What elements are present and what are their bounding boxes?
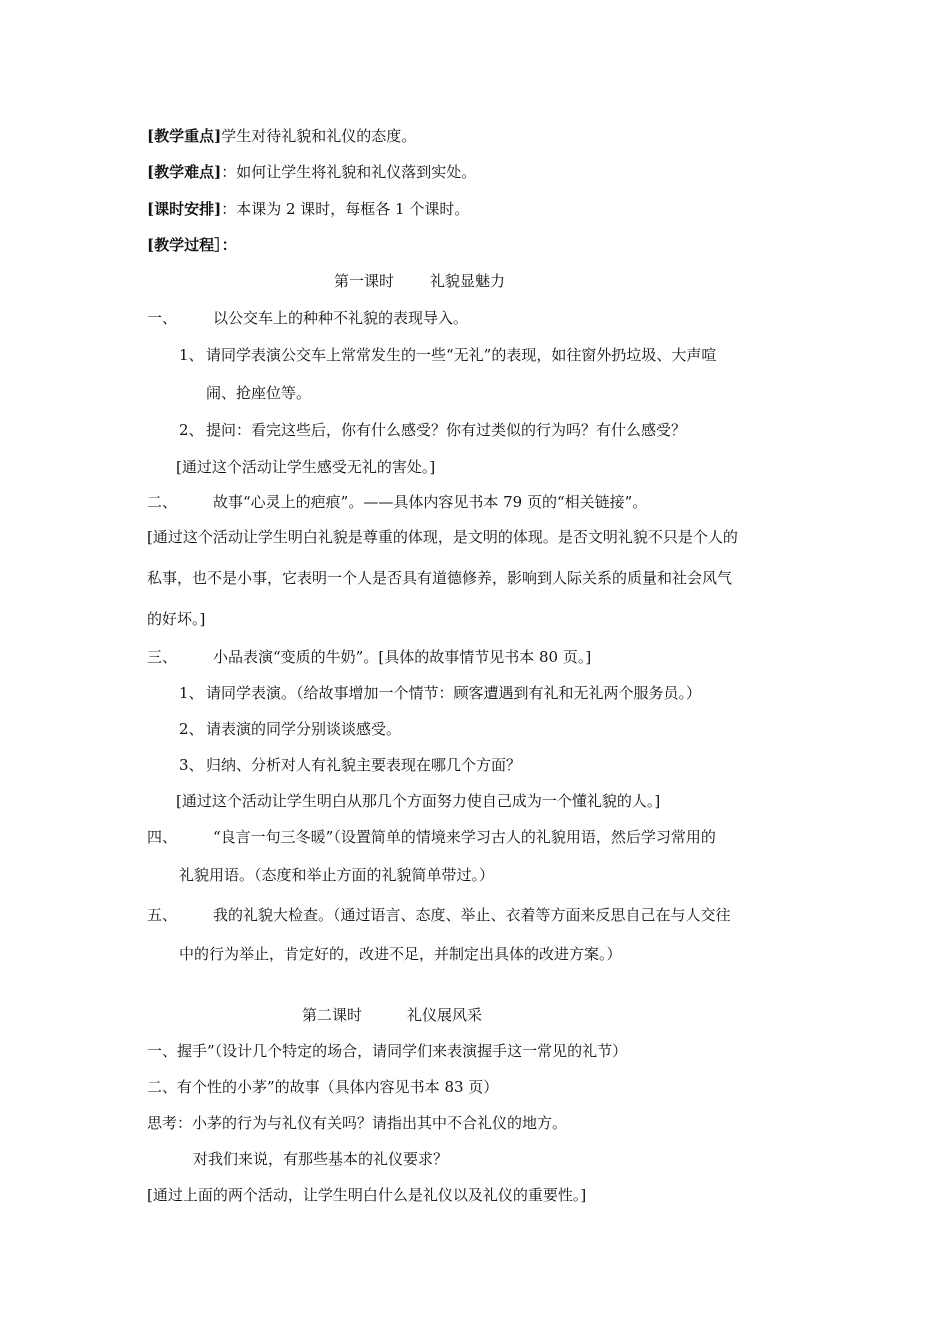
section1-item2-text: 提问：看完这些后，你有什么感受？你有过类似的行为吗？有什么感受？ bbox=[206, 421, 687, 439]
lesson2-line4: 对我们来说，有那些基本的礼仪要求？ bbox=[193, 1150, 449, 1168]
section3-item1-number: 1、 bbox=[179, 684, 204, 702]
lesson1-subtitle: 礼貌显魅力 bbox=[430, 272, 506, 290]
section3-item1-text: 请同学表演。（给故事增加一个情节：顾客遭遇到有礼和无礼两个服务员。） bbox=[206, 684, 702, 702]
section3-note: [通过这个活动让学生明白从那几个方面努力使自己成为一个懂礼貌的人。] bbox=[176, 792, 661, 810]
lesson2-line1: 一、握手”（设计几个特定的场合，请同学们来表演握手这一常见的礼节） bbox=[147, 1042, 628, 1060]
schedule-text: ：本课为 2 课时，每框各 1 个课时。 bbox=[221, 200, 470, 218]
section3-item3-number: 3、 bbox=[179, 756, 204, 774]
section3-text: 小品表演“变质的牛奶”。[具体的故事情节见书本 80 页。] bbox=[213, 648, 592, 666]
section3-item2-text: 请表演的同学分别谈谈感受。 bbox=[206, 720, 402, 738]
lesson2-subtitle: 礼仪展风采 bbox=[407, 1006, 483, 1024]
section4-number: 四、 bbox=[147, 828, 178, 846]
section2-note-line2: 私事，也不是小事，它表明一个人是否具有道德修养，影响到人际关系的质量和社会风气 bbox=[147, 569, 733, 587]
lesson2-line5: [通过上面的两个活动，让学生明白什么是礼仪以及礼仪的重要性。] bbox=[147, 1186, 587, 1204]
teaching-process-heading: [教学过程］： bbox=[147, 236, 237, 254]
lesson2-line2: 二、有个性的小茅”的故事（具体内容见书本 83 页） bbox=[147, 1078, 499, 1096]
section2-note-line1: [通过这个活动让学生明白礼貌是尊重的体现，是文明的体现。是否文明礼貌不只是个人的 bbox=[147, 528, 738, 546]
schedule-label: [课时安排] bbox=[147, 200, 222, 218]
section2-number: 二、 bbox=[147, 493, 178, 511]
section3-item3-text: 归纳、分析对人有礼貌主要表现在哪几个方面？ bbox=[206, 756, 522, 774]
lesson2-line3: 思考：小茅的行为与礼仪有关吗？请指出其中不合礼仪的地方。 bbox=[147, 1114, 568, 1132]
section1-note: [通过这个活动让学生感受无礼的害处。] bbox=[176, 458, 436, 476]
section3-item2-number: 2、 bbox=[179, 720, 204, 738]
teaching-focus-label: [教学重点] bbox=[147, 127, 222, 145]
section2-text: 故事“心灵上的疤痕”。——具体内容见书本 79 页的“相关链接”。 bbox=[213, 493, 648, 511]
section1-item1-number: 1、 bbox=[179, 346, 204, 364]
teaching-focus-text: 学生对待礼貌和礼仪的态度。 bbox=[221, 127, 417, 145]
schedule-line bbox=[147, 200, 469, 218]
teaching-focus-line bbox=[147, 127, 416, 145]
section4-continuation: 礼貌用语。（态度和举止方面的礼貌简单带过。） bbox=[179, 866, 495, 884]
section3-number: 三、 bbox=[147, 648, 178, 666]
lesson1-title-text: 第一课时 bbox=[334, 272, 395, 290]
section5-continuation: 中的行为举止，肯定好的，改进不足，并制定出具体的改进方案。） bbox=[179, 945, 622, 963]
section2-note-line3: 的好坏。] bbox=[147, 610, 206, 628]
teaching-difficulty-label: [教学难点] bbox=[147, 163, 222, 181]
section1-item2-number: 2、 bbox=[179, 421, 204, 439]
teaching-difficulty-line bbox=[147, 163, 476, 181]
lesson2-title bbox=[302, 1006, 482, 1024]
section1-number: 一、 bbox=[147, 309, 178, 327]
lesson1-title bbox=[334, 272, 505, 290]
teaching-difficulty-text: ：如何让学生将礼貌和礼仪落到实处。 bbox=[221, 163, 477, 181]
lesson2-title-text: 第二课时 bbox=[302, 1006, 363, 1024]
section5-text: 我的礼貌大检查。（通过语言、态度、举止、衣着等方面来反思自己在与人交往 bbox=[213, 906, 731, 924]
section1-item1-continuation: 闹、抢座位等。 bbox=[206, 384, 312, 402]
section4-text: “良言一句三冬暖”（设置简单的情境来学习古人的礼貌用语，然后学习常用的 bbox=[213, 828, 716, 846]
section1-text: 以公交车上的种种不礼貌的表现导入。 bbox=[213, 309, 469, 327]
section1-item1-text: 请同学表演公交车上常常发生的一些“无礼”的表现，如往窗外扔垃圾、大声喧 bbox=[206, 346, 717, 364]
section5-number: 五、 bbox=[147, 906, 178, 924]
